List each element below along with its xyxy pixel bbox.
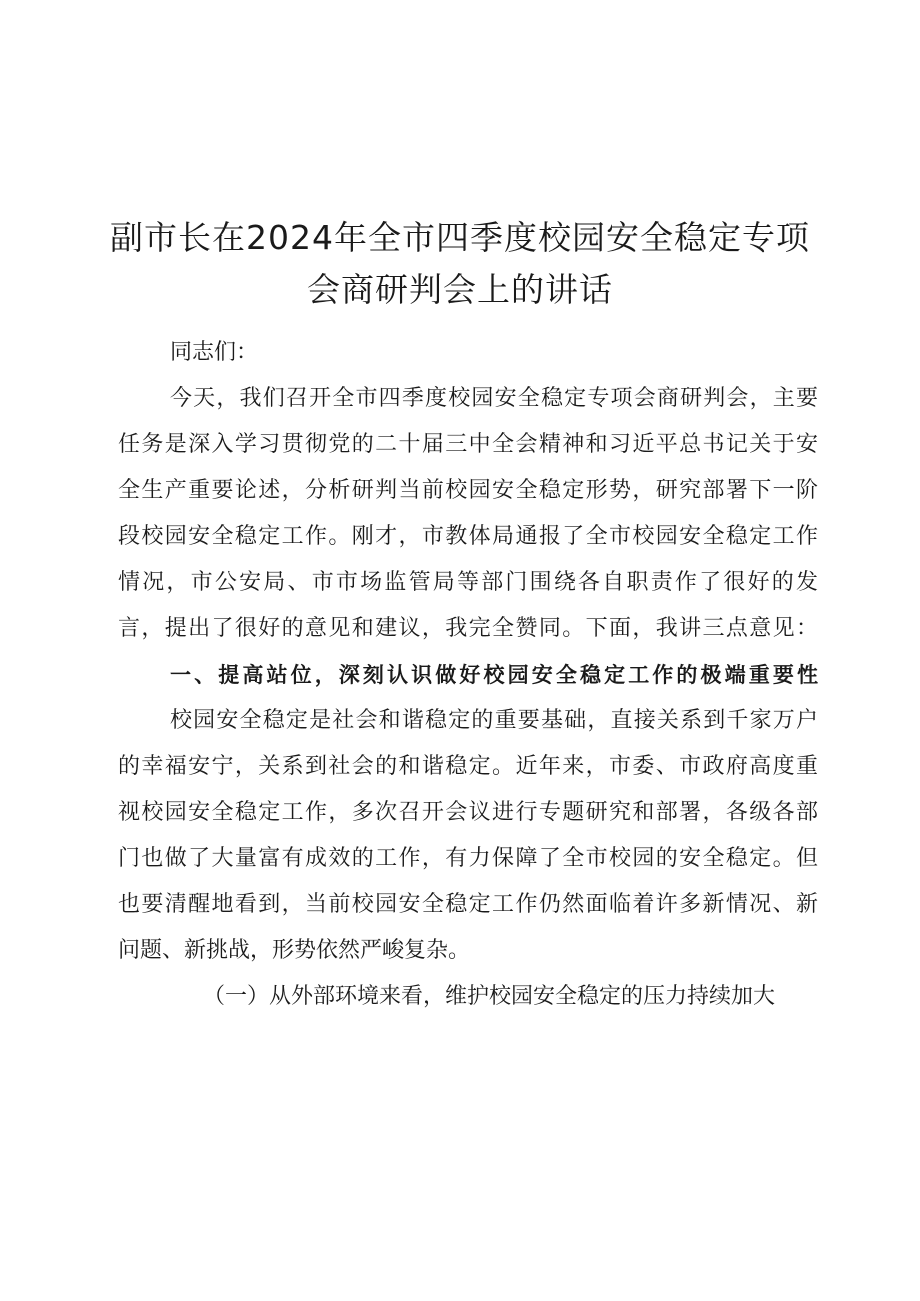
paragraph-line: 门也做了大量富有成效的工作，有力保障了全市校园的安全稳定。但 (118, 846, 818, 871)
document-title (100, 212, 820, 316)
paragraph-line: 校园安全稳定是社会和谐稳定的重要基础，直接关系到千家万户 (170, 708, 818, 733)
paragraph-1 (118, 376, 818, 652)
paragraph-line: 的幸福安宁，关系到社会的和谐稳定。近年来，市委、市政府高度重 (118, 754, 818, 779)
paragraph-line: 问题、新挑战，形势依然严峻复杂。 (118, 938, 471, 963)
paragraph-line: 段校园安全稳定工作。刚才，市教体局通报了全市校园安全稳定工作 (118, 524, 818, 549)
paragraph-line: 也要清醒地看到，当前校园安全稳定工作仍然面临着许多新情况、新 (118, 892, 818, 917)
paragraph-line: 任务是深入学习贯彻党的二十届三中全会精神和习近平总书记关于安 (118, 432, 818, 457)
paragraph-2 (118, 698, 818, 974)
paragraph-line: 言，提出了很好的意见和建议，我完全赞同。下面，我讲三点意见： (118, 616, 818, 641)
title-line-1: 副市长在2024年全市四季度校园安全稳定专项 (110, 218, 810, 257)
document-body (118, 330, 818, 1020)
title-line-2: 会商研判会上的讲话 (307, 270, 613, 309)
paragraph-line: 今天，我们召开全市四季度校园安全稳定专项会商研判会，主要 (170, 386, 818, 411)
paragraph-line: 情况，市公安局、市市场监管局等部门围绕各自职责作了很好的发 (118, 570, 818, 595)
paragraph-line: 全生产重要论述，分析研判当前校园安全稳定形势，研究部署下一阶 (118, 478, 818, 503)
paragraph-line: 视校园安全稳定工作，多次召开会议进行专题研究和部署，各级各部 (118, 800, 818, 825)
subsection-heading-1: （一）从外部环境来看，维护校园安全稳定的压力持续加大 (203, 984, 776, 1009)
greeting: 同志们： (170, 340, 259, 365)
section-heading-1: 一、提高站位，深刻认识做好校园安全稳定工作的极端重要性 (170, 663, 818, 687)
